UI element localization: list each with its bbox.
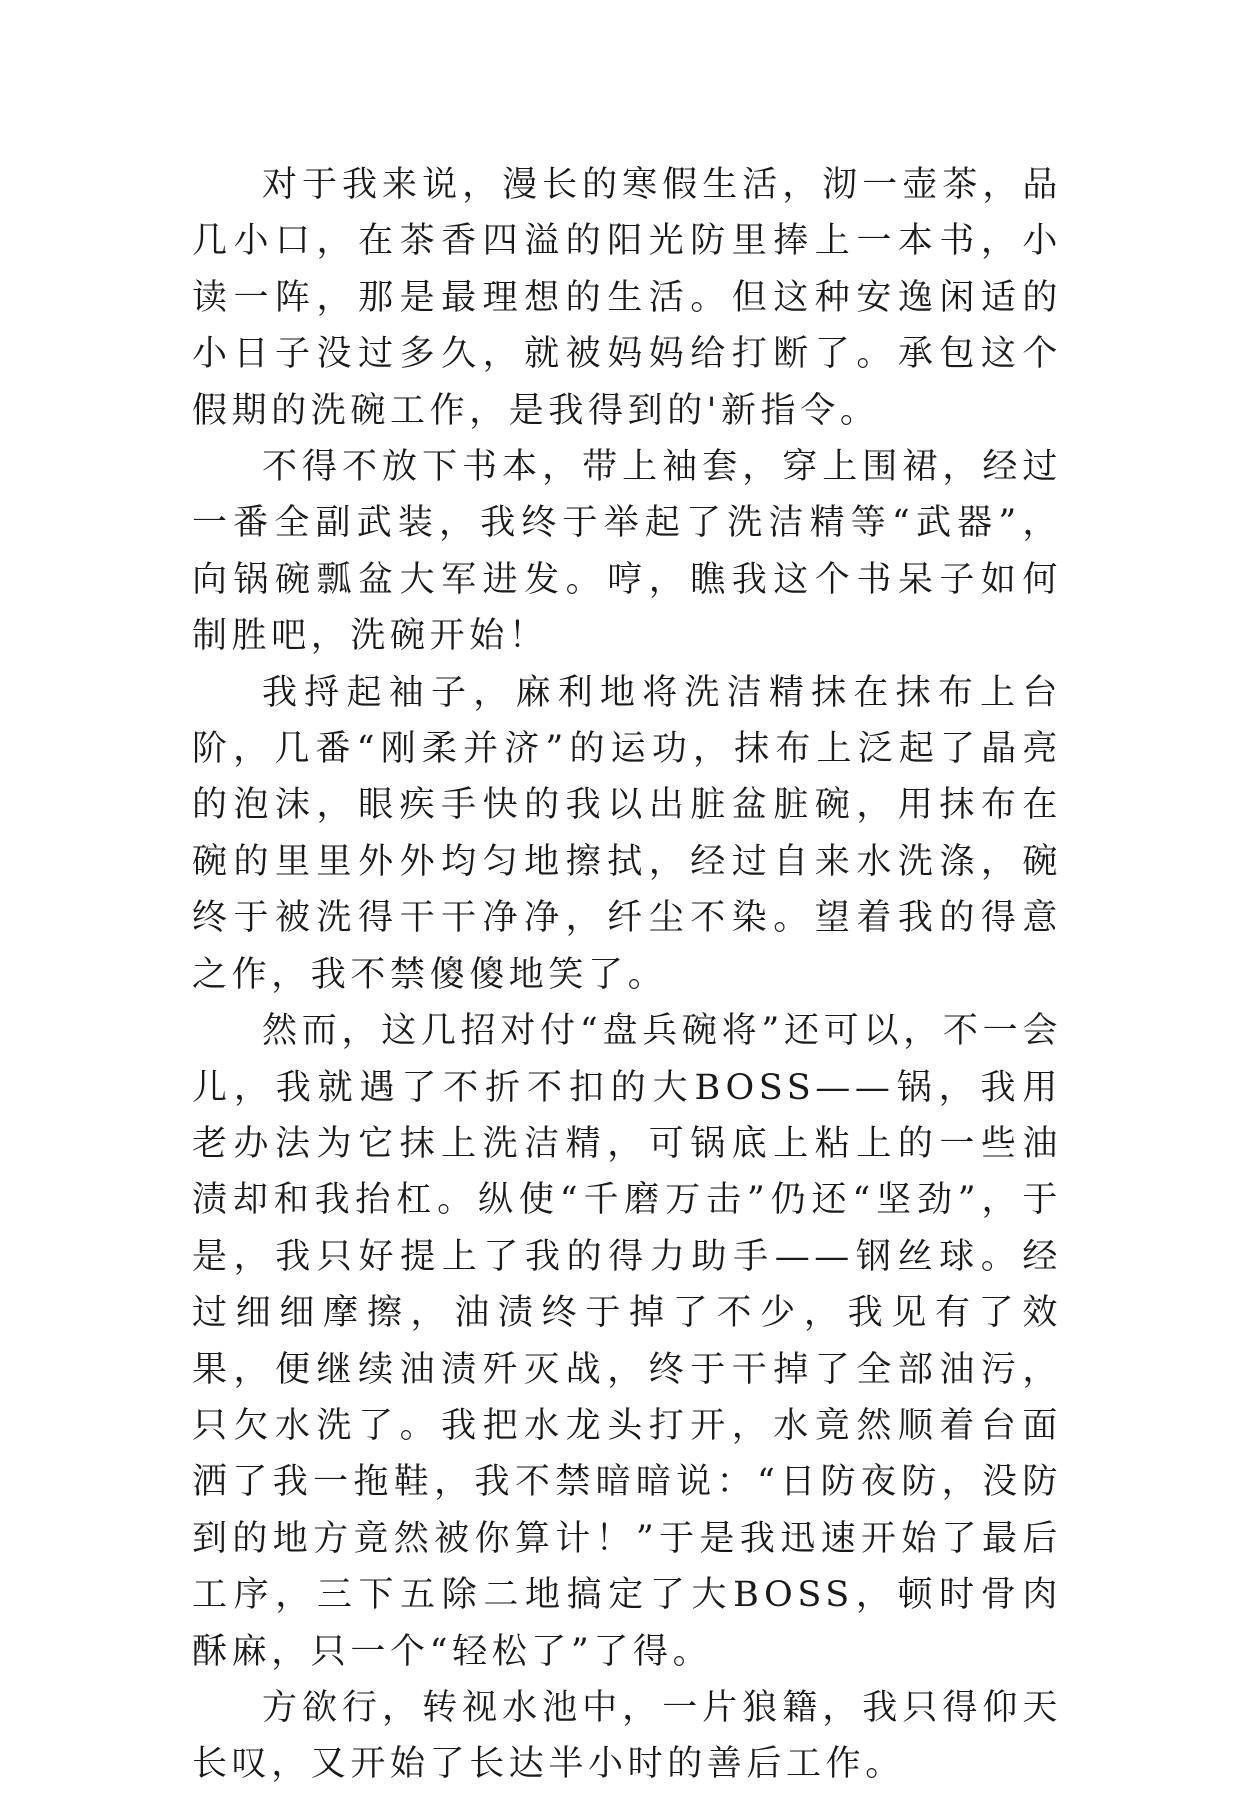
paragraph-3: 我捋起袖子，麻利地将洗洁精抹在抹布上台阶，几番“刚柔并济”的运功，抹布上泛起了晶亮的泡沫，眼疾手快的我以出脏盆脏碗，用抹布在碗的里里外外均匀地擦拭，经过自来水洗涤，碗终于被洗得干干净净，纤尘不染。望着我的得意之作，我不禁傻傻地笑了。 bbox=[192, 672, 1062, 995]
paragraph-4: 然而，这几招对付“盘兵碗将”还可以，不一会儿，我就遇了不折不扣的大BOSS——锅，我用老办法为它抹上洗洁精，可锅底上粘上的一些油渍却和我抬杠。纵使“千磨万击”仍还“坚劲”，于是，我只好提上了我的得力助手——钢丝球。经过细细摩擦，油渍终于掉了不少，我见有了效果，便继续油渍歼灭战，终于干掉了全部油污，只欠水洗了。我把水龙头打开，水竟然顺着台面洒了我一拖鞋，我不禁暗暗说：“日防夜防，没防到的地方竟然被你算计！”于是我迅速开始了最后工序，三下五除二地搞定了大BOSS，顿时骨肉酥麻，只一个“轻松了”了得。 bbox=[192, 1011, 1062, 1672]
paragraph-1: 对于我来说，漫长的寒假生活，沏一壶茶，品几小口，在茶香四溢的阳光防里捧上一本书，小读一阵，那是最理想的生活。但这种安逸闲适的小日子没过多久，就被妈妈给打断了。承包这个假期的洗碗工作，是我得到的'新指令。 bbox=[192, 165, 1062, 431]
paragraph-2: 不得不放下书本，带上袖套，穿上围裙，经过一番全副武装，我终于举起了洗洁精等“武器”，向锅碗瓢盆大军进发。哼，瞧我这个书呆子如何制胜吧，洗碗开始！ bbox=[192, 447, 1062, 657]
paragraph-5: 方欲行，转视水池中，一片狼籍，我只得仰天长叹，又开始了长达半小时的善后工作。 bbox=[192, 1687, 1062, 1785]
document-body bbox=[192, 157, 1062, 1793]
